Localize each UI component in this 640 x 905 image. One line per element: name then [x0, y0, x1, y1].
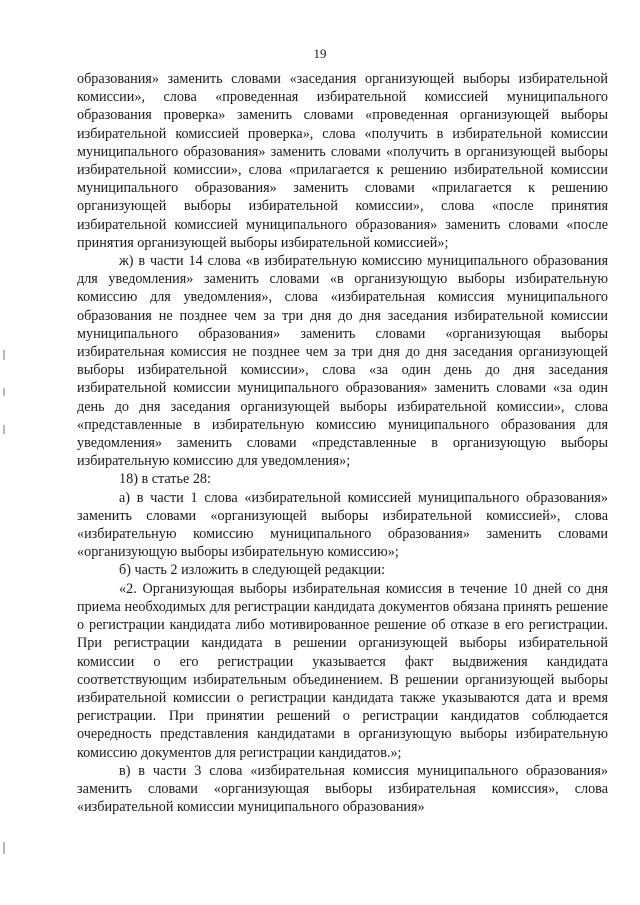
paragraph: ж) в части 14 слова «в избирательную комиссию муниципального образования для уведомления» заменить словами «в организующую выборы избирательную комиссию для уведомления», слова «избирательная комиссия муниципального образования не позднее чем за три дня до дня заседания избирательной комиссии муниципального образования» заменить словами «организующая выборы избирательная комиссия не позднее чем за три дня до дня заседания организующей выборы избирательной комиссии», слова «за один день до дня заседания избирательной комиссии муниципального образования» заменить словами «за один день до дня заседания организующей выборы избирательной комиссии», слова «представленные в избирательную комиссию муниципального образования для уведомления» заменить словами «представленные в организующую выборы избирательную комиссию для уведомления»;	[77, 253, 608, 470]
paragraph: 18) в статье 28:	[119, 471, 211, 488]
document-body	[77, 70, 608, 816]
scan-mark	[3, 425, 5, 434]
paragraph: б) часть 2 изложить в следующей редакции:	[119, 562, 386, 579]
scan-mark	[3, 388, 5, 396]
page-number: 19	[313, 46, 327, 61]
scan-edge-marks	[3, 0, 7, 905]
paragraph: в) в части 3 слова «избирательная комиссия муниципального образования» заменить словами «организующая выборы избирательная комиссия», слова «избирательной комиссии муниципального образования»	[77, 762, 608, 816]
scan-mark	[3, 350, 5, 360]
paragraph: а) в части 1 слова «избирательной комиссией муниципального образования» заменить словами «организующей выборы избирательной комиссией», слова «избирательную комиссию муниципального образования» заменить словами «организующую выборы избирательную комиссию»;	[77, 489, 608, 561]
paragraph: «2. Организующая выборы избирательная комиссия в течение 10 дней со дня приема необходимых для регистрации кандидата документов обязана принять решение о регистрации кандидата либо мотивированное решение об отказе в его регистрации. При регистрации кандидата в решении организующей выборы избирательной комиссии о его регистрации указывается факт выдвижения кандидата соответствующим избирательным объединением. В решении организующей выборы избирательной комиссии о регистрации кандидата также указываются дата и время регистрации. При принятии решений о регистрации кандидатов соблюдается очередность представления кандидатами в организующую выборы избирательную комиссию документов для регистрации кандидатов.»;	[77, 580, 608, 761]
scan-mark	[3, 842, 5, 854]
paragraph: образования» заменить словами «заседания организующей выборы избирательной комиссии», слова «проведенная избирательной комиссией муниципального образования проверка» заменить словами «проведенная организующей выборы избирательной комиссией проверка», слова «получить в избирательной комиссии муниципального образования» заменить словами «получить в организующей выборы избирательной комиссии», слова «прилагается к решению избирательной комиссии муниципального образования» заменить словами «прилагается к решению организующей выборы избирательной комиссии», слова «после принятия избирательной комиссией муниципального образования» заменить словами «после принятия организующей выборы избирательной комиссией»;	[77, 71, 608, 251]
